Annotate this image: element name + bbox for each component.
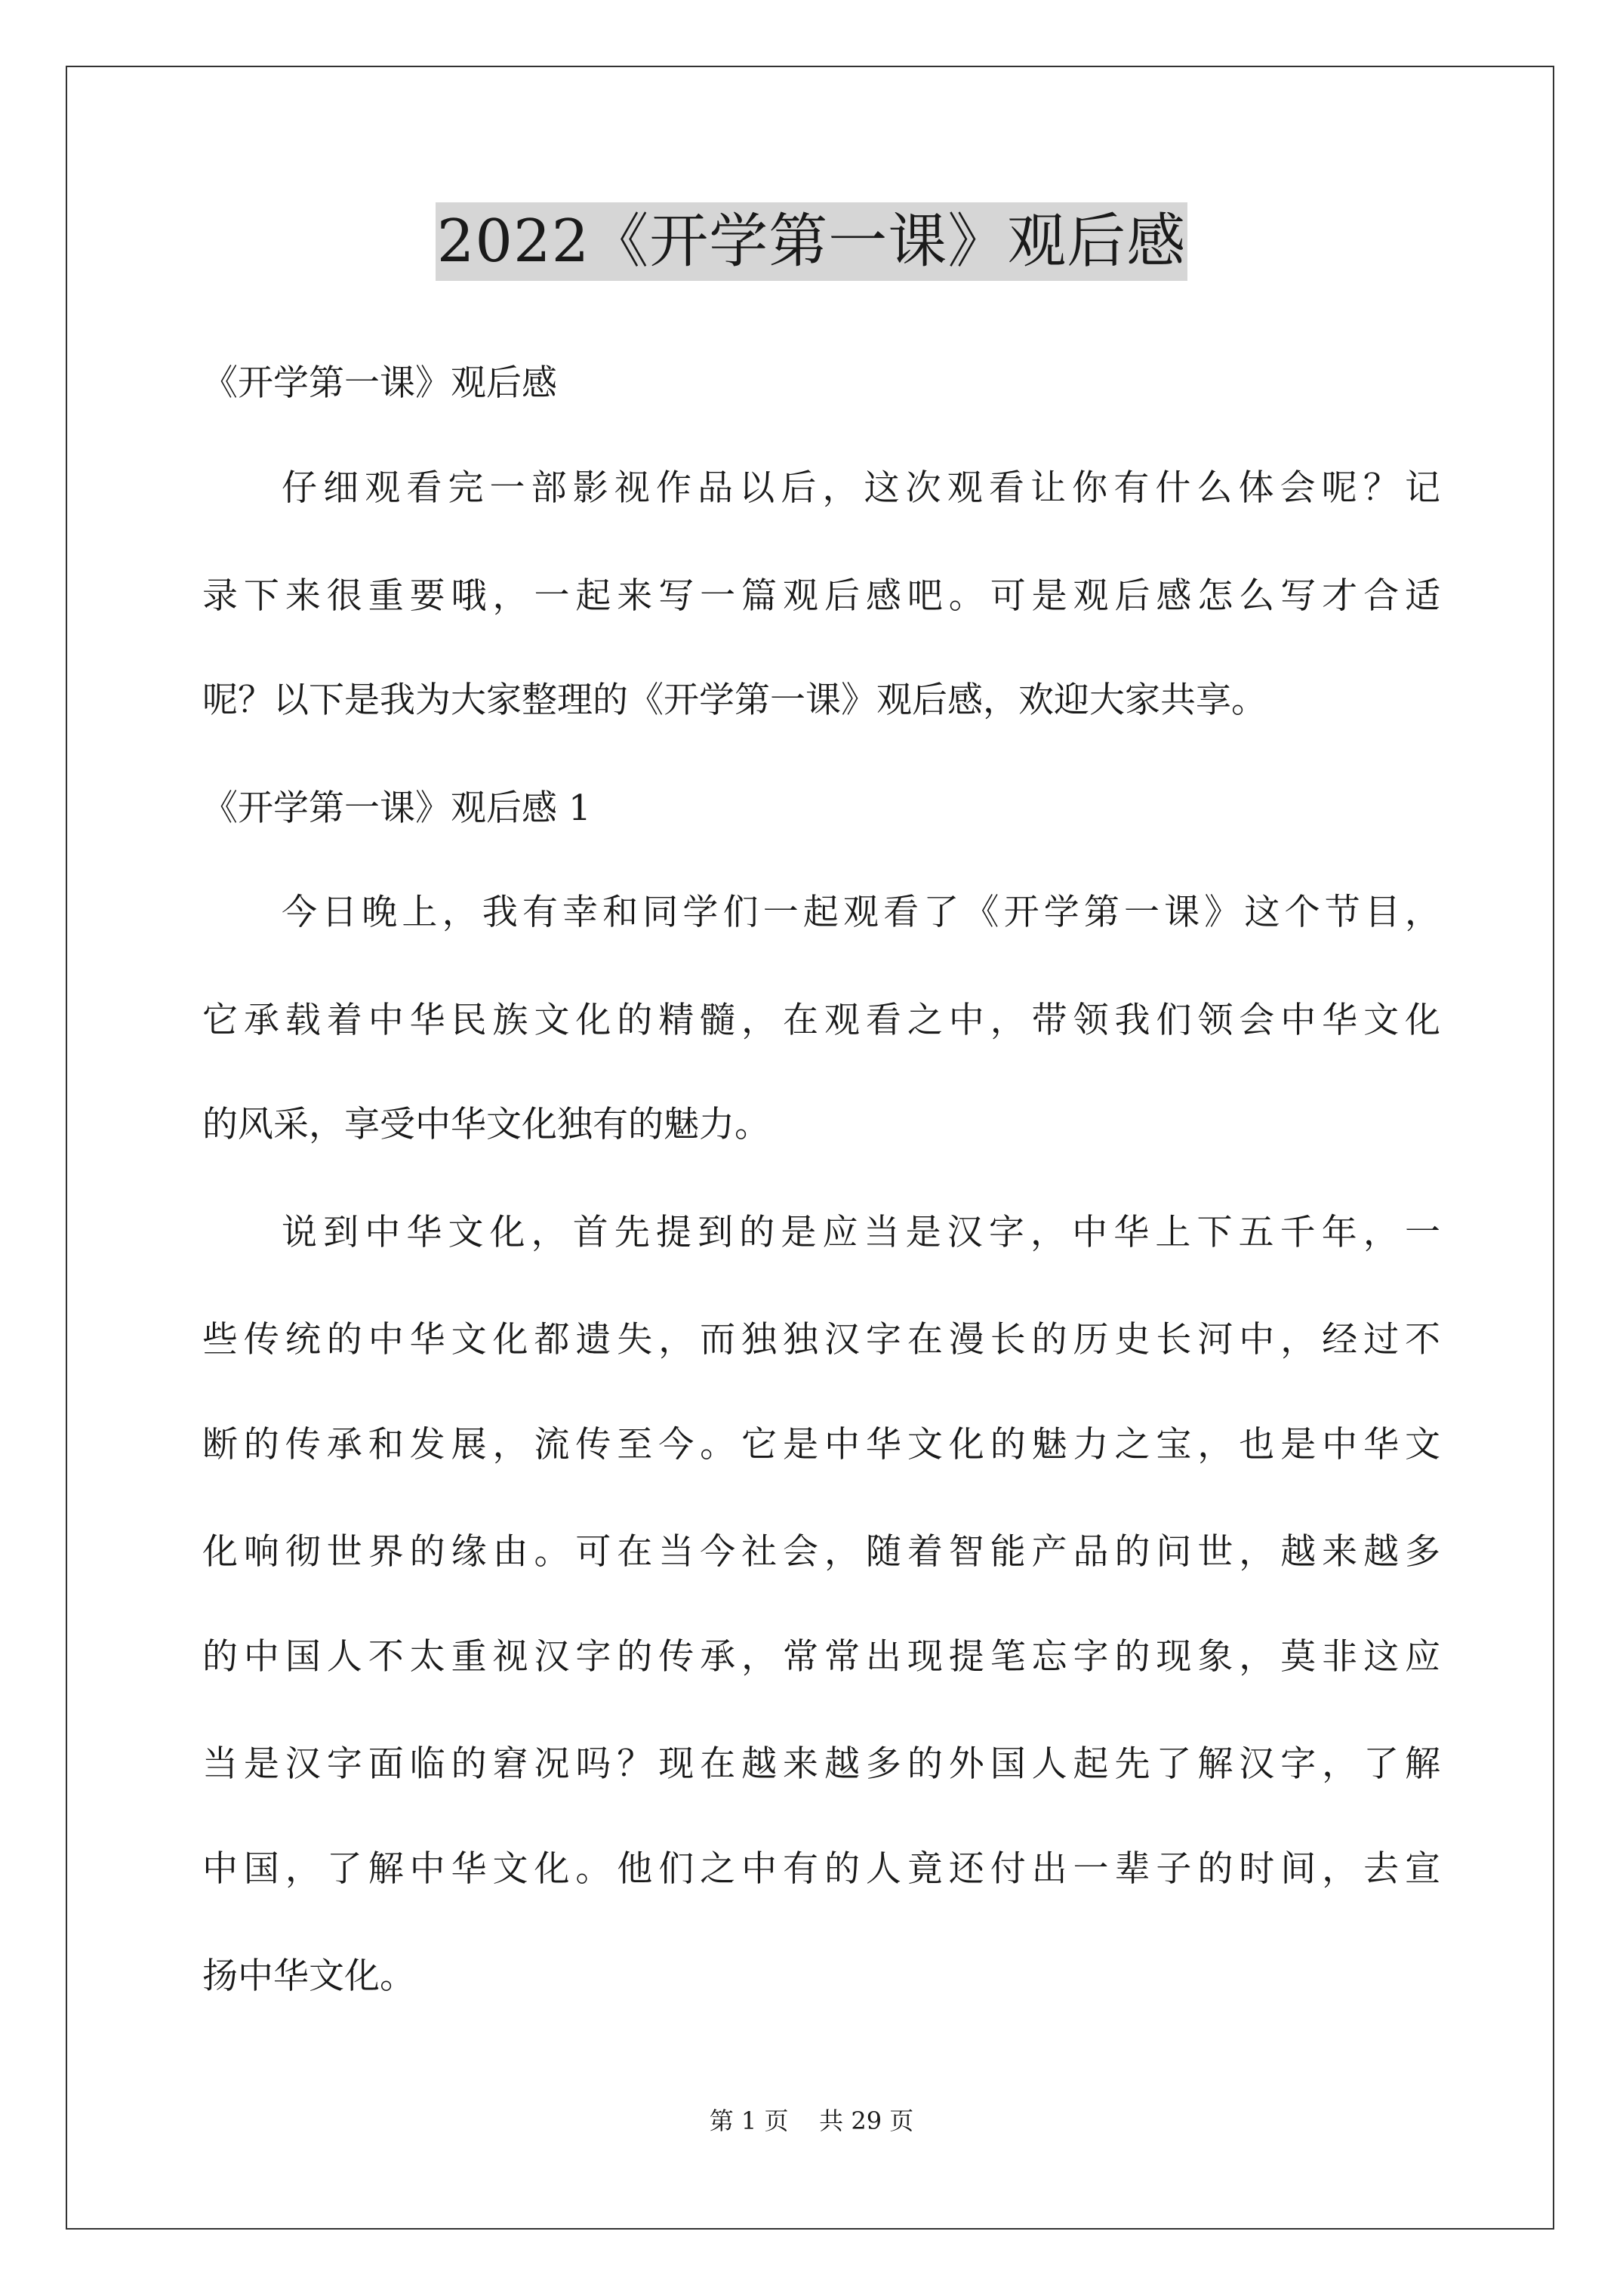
page-number: 第 1 页 — [709, 2106, 789, 2135]
paragraph-line: 呢？以下是我为大家整理的《开学第一课》观后感，欢迎大家共享。 — [202, 680, 1267, 721]
paragraph-line: 扬中华文化。 — [202, 1955, 415, 1997]
paragraph-line: 中国，了解中华文化。他们之中有的人竟还付出一辈子的时间，去宣 — [202, 1848, 1440, 1890]
paragraph-line: 录下来很重要哦，一起来写一篇观后感吧。可是观后感怎么写才合适 — [202, 575, 1440, 617]
paragraph-line: 的风采，享受中华文化独有的魅力。 — [202, 1104, 770, 1145]
paragraph-line: 当是汉字面临的窘况吗？现在越来越多的外国人起先了解汉字，了解 — [202, 1743, 1440, 1785]
title-container — [0, 202, 1623, 281]
page-footer — [0, 2105, 1623, 2137]
paragraph-line: 化响彻世界的缘由。可在当今社会，随着智能产品的问世，越来越多 — [202, 1531, 1440, 1573]
document-title: 2022《开学第一课》观后感 — [436, 202, 1188, 281]
page-total: 共 29 页 — [819, 2106, 914, 2135]
paragraph-line: 些传统的中华文化都遗失，而独独汉字在漫长的历史长河中，经过不 — [202, 1319, 1440, 1361]
section-heading: 《开学第一课》观后感 — [202, 362, 557, 404]
paragraph-line: 它承载着中华民族文化的精髓，在观看之中，带领我们领会中华文化 — [202, 1000, 1440, 1041]
paragraph-line: 说到中华文化，首先提到的是应当是汉字，中华上下五千年，一 — [282, 1212, 1440, 1253]
paragraph-line: 断的传承和发展，流传至今。它是中华文化的魅力之宝，也是中华文 — [202, 1424, 1440, 1465]
section-heading: 《开学第一课》观后感 1 — [202, 787, 591, 829]
paragraph-line: 仔细观看完一部影视作品以后，这次观看让你有什么体会呢？记 — [282, 467, 1440, 509]
paragraph-line: 今日晚上，我有幸和同学们一起观看了《开学第一课》这个节目， — [282, 892, 1440, 933]
paragraph-line: 的中国人不太重视汉字的传承，常常出现提笔忘字的现象，莫非这应 — [202, 1636, 1440, 1678]
